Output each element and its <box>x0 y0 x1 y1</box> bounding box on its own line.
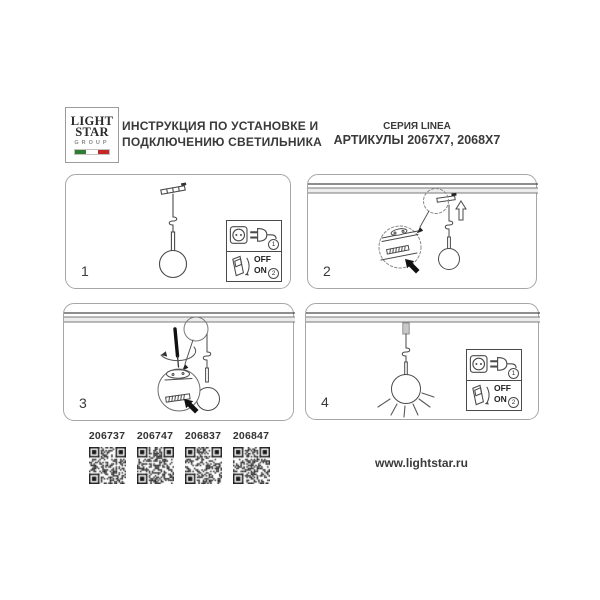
off-label: OFF <box>254 253 271 264</box>
article-number-206737: 206737 <box>88 430 126 442</box>
step-number-1: 1 <box>81 263 89 279</box>
step-panel-1 <box>65 174 291 289</box>
step-number-2: 2 <box>323 263 331 279</box>
step-number-3: 3 <box>79 395 87 411</box>
qr-code <box>233 447 270 484</box>
on-label: ON <box>494 393 507 404</box>
article-number-206747: 206747 <box>136 430 174 442</box>
wall-switch-icon <box>469 383 493 408</box>
articles-label: АРТИКУЛЫ 2067X7, 2068X7 <box>333 133 501 147</box>
step-panel-4 <box>305 303 539 420</box>
logo-text-star: STAR <box>75 125 109 139</box>
article-number-206847: 206847 <box>232 430 270 442</box>
logo-text-group: GROUP <box>74 140 110 146</box>
lightstar-logo <box>65 107 119 163</box>
step-badge-2: 2 <box>508 397 519 408</box>
step-badge-1: 1 <box>268 239 279 250</box>
power-connection-inset <box>466 349 522 411</box>
qr-code <box>89 447 126 484</box>
locking-screw-drawing-step3 <box>64 304 295 422</box>
logo-text-light: LIGHT <box>70 114 114 128</box>
qr-code <box>137 447 174 484</box>
switch-on-step-cell <box>467 380 521 410</box>
page-title <box>122 119 322 150</box>
page-title-line2: ПОДКЛЮЧЕНИЮ СВЕТИЛЬНИКА <box>122 134 322 149</box>
series-label: СЕРИЯ LINEA <box>383 121 451 132</box>
step-badge-1: 1 <box>508 368 519 379</box>
switch-on-step-cell <box>227 251 281 281</box>
qr-code <box>185 447 222 484</box>
article-number-206837: 206837 <box>184 430 222 442</box>
plug-in-step-cell <box>227 221 281 251</box>
step-panel-3 <box>63 303 294 421</box>
on-label: ON <box>254 264 267 275</box>
power-connection-inset <box>226 220 282 282</box>
website-url: www.lightstar.ru <box>375 456 468 470</box>
page-title-line1: ИНСТРУКЦИЯ ПО УСТАНОВКЕ И <box>122 119 319 133</box>
step-panel-2 <box>307 174 537 289</box>
wall-switch-icon <box>229 254 253 279</box>
step-number-4: 4 <box>321 394 329 410</box>
off-label: OFF <box>494 382 511 393</box>
italian-flag-bar <box>74 149 110 155</box>
plug-in-step-cell <box>467 350 521 380</box>
track-mounting-drawing-step2 <box>308 175 538 290</box>
step-badge-2: 2 <box>268 268 279 279</box>
